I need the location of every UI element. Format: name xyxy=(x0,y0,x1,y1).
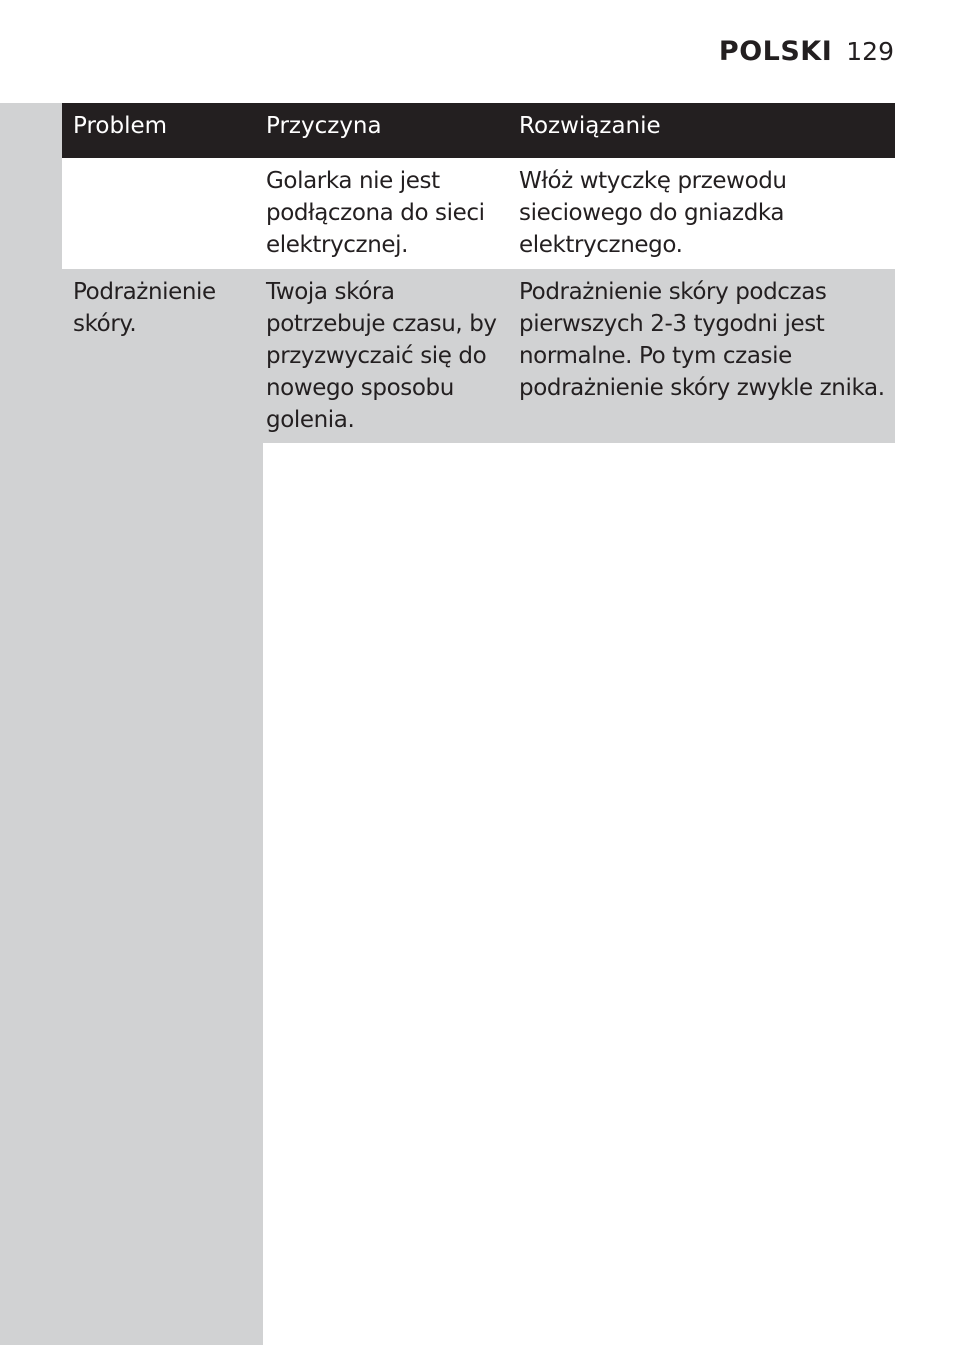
cause-cell: Twoja skóra potrzebuje czasu, by przyzwyczaić się do nowego sposobu golenia. xyxy=(255,269,508,443)
column-header-cause: Przyczyna xyxy=(266,113,382,139)
page-number: 129 xyxy=(846,37,894,66)
table-row xyxy=(62,158,895,269)
solution-cell: Włóż wtyczkę przewodu sieciowego do gniazdka elektrycznego. xyxy=(508,158,895,269)
problem-cell: Podrażnienie skóry. xyxy=(62,269,255,443)
table-row xyxy=(62,269,895,443)
troubleshooting-table xyxy=(62,103,895,443)
table-header-row xyxy=(62,103,895,158)
solution-cell: Podrażnienie skóry podczas pierwszych 2-3 tygodni jest normalne. Po tym czasie podrażnienie skóry zwykle znika. xyxy=(508,269,895,443)
cause-cell: Golarka nie jest podłączona do sieci elektrycznej. xyxy=(255,158,508,269)
column-header-solution: Rozwiązanie xyxy=(519,113,661,139)
page-header xyxy=(719,36,894,67)
column-header-problem: Problem xyxy=(73,113,168,139)
problem-cell xyxy=(62,158,255,269)
language-label: POLSKI xyxy=(718,36,833,67)
